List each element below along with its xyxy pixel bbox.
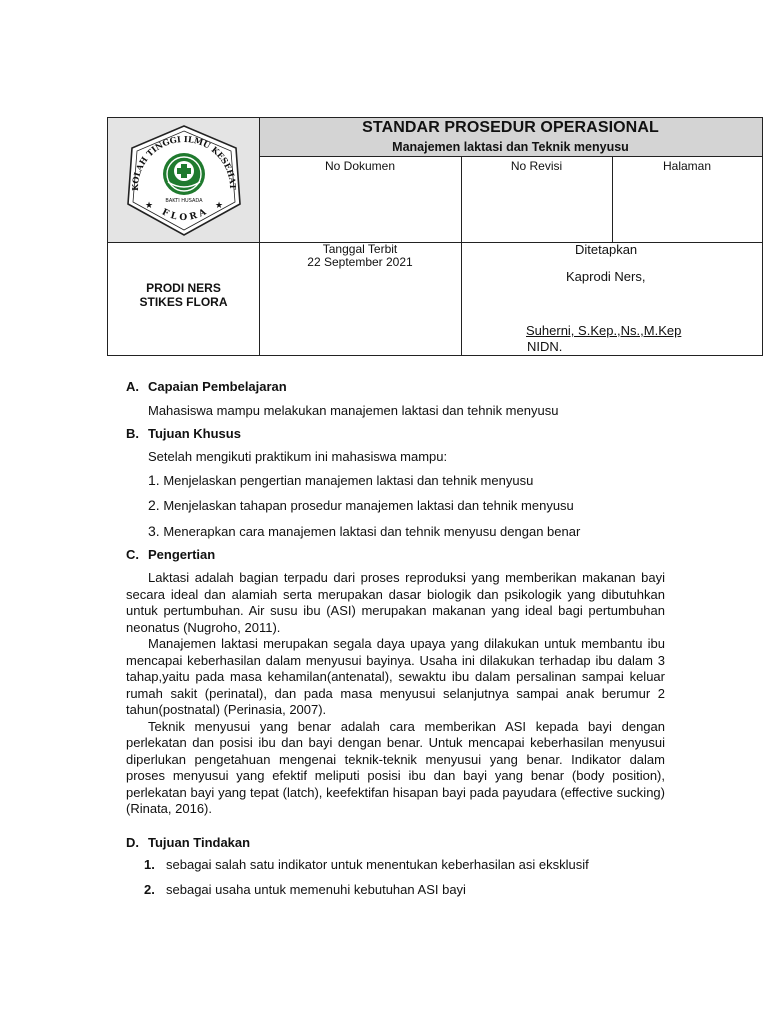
- document-subtitle: Manajemen laktasi dan Teknik menyusu: [392, 140, 629, 154]
- no-dokumen-label: No Dokumen: [324, 159, 396, 173]
- list-item: 2. Menjelaskan tahapan prosedur manajemen laktasi dan tehnik menyusu: [148, 497, 574, 513]
- list-item: 1. sebagai salah satu indikator untuk menentukan keberhasilan asi eksklusif: [144, 857, 589, 872]
- logo-inner-text: BAKTI HUSADA: [165, 198, 203, 204]
- list-item: 1. Menjelaskan pengertian manajemen laktasi dan tehnik menyusu: [148, 472, 534, 488]
- section-b-intro: Setelah mengikuti praktikum ini mahasiswa mampu:: [148, 449, 448, 464]
- section-b-title: Tujuan Khusus: [148, 426, 241, 441]
- section-a-heading: [126, 379, 287, 394]
- logo-arc-text: KOLAH TINGGI ILMU KESEHAT: [129, 133, 239, 191]
- star-icon: ★: [145, 200, 154, 210]
- section-d-letter: D.: [126, 835, 139, 850]
- paragraph: Laktasi adalah bagian terpadu dari proses reproduksi yang memberikan makanan bayi secara ideal dan alamiah serta merupakan dasar biologik dan psikologik yang dibutuhkan untuk pertumbuhan. Air susu ibu (ASI) merupakan makanan yang ideal bagi pertumbuhan neonatus (Nugroho, 2011).: [126, 570, 665, 635]
- section-c-title: Pengertian: [148, 547, 216, 562]
- prodi-line2: STIKES FLORA: [139, 295, 228, 309]
- stikes-flora-logo: [108, 118, 259, 242]
- halaman-label: Halaman: [662, 159, 712, 173]
- section-c-letter: C.: [126, 547, 139, 562]
- section-a-letter: A.: [126, 379, 139, 394]
- section-b-heading: [126, 426, 241, 441]
- paragraph: Teknik menyusui yang benar adalah cara memberikan ASI kepada bayi dengan perlekatan dan posisi ibu dan bayi dengan benar. Untuk mencapai keberhasilan menyusui diperlukan pengetahuan mengenai teknik-teknik menyusui yang benar. Indikator dalam proses menyusui yang efektif meliputi posisi ibu dan bayi yang benar (body position), perlekatan bayi yang tepat (latch), keefektifan hisapan bayi pada payudara (effective sucking) (Rinata, 2016).: [126, 718, 665, 816]
- logo-cell: [108, 118, 259, 242]
- nidn-label: NIDN.: [527, 339, 563, 354]
- star-icon: ★: [215, 200, 224, 210]
- section-a-text: Mahasiswa mampu melakukan manajemen laktasi dan tehnik menyusu: [148, 403, 559, 418]
- section-d-heading: [126, 835, 250, 850]
- title-band: [259, 118, 762, 156]
- kaprodi-label: Kaprodi Ners,: [566, 269, 646, 284]
- tanggal-terbit-value: 22 September 2021: [307, 255, 413, 269]
- prodi-label: [108, 281, 259, 309]
- section-a-title: Capaian Pembelajaran: [148, 379, 287, 394]
- ditetapkan-label: Ditetapkan: [575, 242, 638, 257]
- paragraph: Manajemen laktasi merupakan segala daya upaya yang dilakukan untuk membantu ibu mencapai keberhasilan dalam menyusui bayinya. Usaha ini dilakukan terhadap ibu dalam 3 tahap,yaitu pada masa kehamilan(antenatal), sewaktu ibu dalam persalinan sampai keluar rumah sakit (perinatal), dan pada masa menyusui selanjutnya sampai anak berumur 2 tahun(postnatal) (Perinasia, 2007).: [126, 636, 665, 717]
- sop-header-table: [107, 117, 763, 356]
- section-c-body: [126, 570, 665, 818]
- section-d-title: Tujuan Tindakan: [148, 835, 251, 850]
- signer-name: Suherni, S.Kep.,Ns.,M.Kep: [526, 323, 682, 338]
- no-revisi-label: No Revisi: [510, 159, 563, 173]
- section-b-letter: B.: [126, 426, 139, 441]
- document-title: STANDAR PROSEDUR OPERASIONAL: [362, 119, 659, 136]
- section-c-heading: [126, 547, 215, 562]
- prodi-line1: PRODI NERS: [146, 281, 221, 295]
- list-item: 2. sebagai usaha untuk memenuhi kebutuhan ASI bayi: [144, 882, 466, 897]
- logo-flora-text: F L O R A: [160, 207, 208, 224]
- tanggal-terbit-label: Tanggal Terbit: [322, 242, 398, 256]
- list-item: 3. Menerapkan cara manajemen laktasi dan tehnik menyusu dengan benar: [148, 523, 581, 539]
